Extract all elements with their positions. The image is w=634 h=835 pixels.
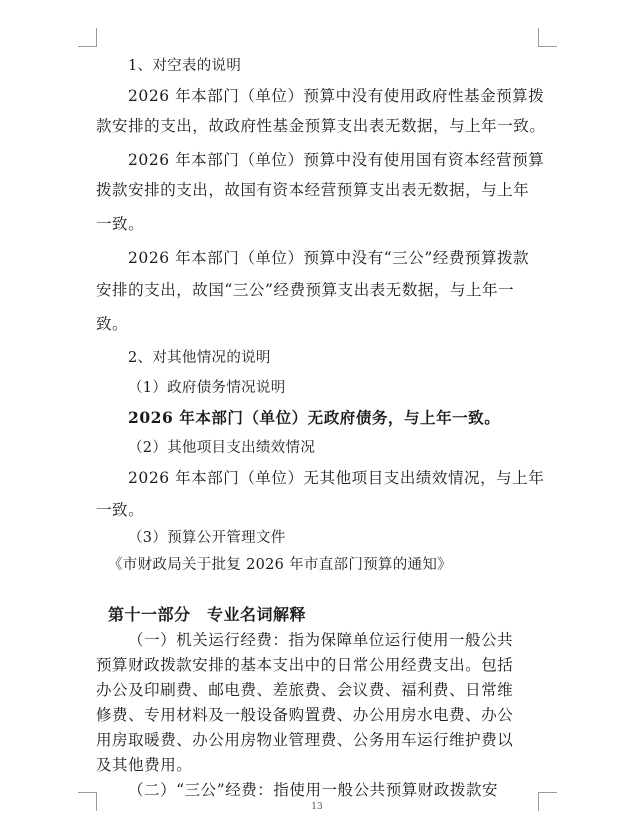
subheading-debt: （1）政府债务情况说明: [128, 380, 286, 396]
section-title: 第十一部分 专业名词解释: [108, 605, 307, 624]
definition-line: （一）机关运行经费：指为保障单位运行使用一般公共: [128, 631, 514, 649]
corner-mark-top-right: [538, 28, 557, 47]
definition-line: 修费、专用材料及一般设备购置费、办公用房水电费、办公: [96, 706, 514, 724]
heading-empty-tables: 1、对空表的说明: [128, 58, 242, 74]
paragraph-line: 2026 年本部门（单位）预算中没有使用政府性基金预算拨: [128, 87, 545, 105]
subheading-performance: （2）其他项目支出绩效情况: [128, 440, 316, 456]
definition-line: 用房取暖费、办公用房物业管理费、公务用车运行维护费以: [96, 731, 514, 749]
paragraph-line: 拨款安排的支出，故国有资本经营预算支出表无数据，与上年: [96, 181, 530, 199]
definition-line: 及其他费用。: [96, 756, 193, 774]
paragraph-line-bold: 2026 年本部门（单位）无政府债务，与上年一致。: [128, 408, 501, 427]
paragraph-line: 2026 年本部门（单位）预算中没有使用国有资本经营预算: [128, 151, 545, 169]
corner-mark-top-left: [78, 28, 97, 47]
definition-line: 预算财政拨款安排的基本支出中的日常公用经费支出。包括: [96, 656, 514, 674]
subheading-documents: （3）预算公开管理文件: [128, 530, 286, 546]
paragraph-line: 安排的支出，故国“三公”经费预算支出表无数据，与上年一: [96, 281, 515, 299]
paragraph-line: 一致。: [96, 501, 145, 519]
paragraph-line: 款安排的支出，故政府性基金预算支出表无数据，与上年一致。: [96, 117, 546, 135]
paragraph-line: 一致。: [96, 215, 145, 233]
paragraph-line: 致。: [96, 315, 129, 333]
paragraph-line: 2026 年本部门（单位）无其他项目支出绩效情况，与上年: [128, 469, 545, 487]
definition-line: （二）“三公”经费：指使用一般公共预算财政拨款安: [128, 781, 499, 799]
document-reference: 《市财政局关于批复 2026 年市直部门预算的通知》: [108, 557, 452, 573]
heading-other-notes: 2、对其他情况的说明: [128, 350, 271, 366]
paragraph-line: 2026 年本部门（单位）预算中没有“三公”经费预算拨款: [128, 249, 530, 267]
definition-line: 办公及印刷费、邮电费、差旅费、会议费、福利费、日常维: [96, 681, 514, 699]
page-number: 13: [311, 802, 323, 812]
